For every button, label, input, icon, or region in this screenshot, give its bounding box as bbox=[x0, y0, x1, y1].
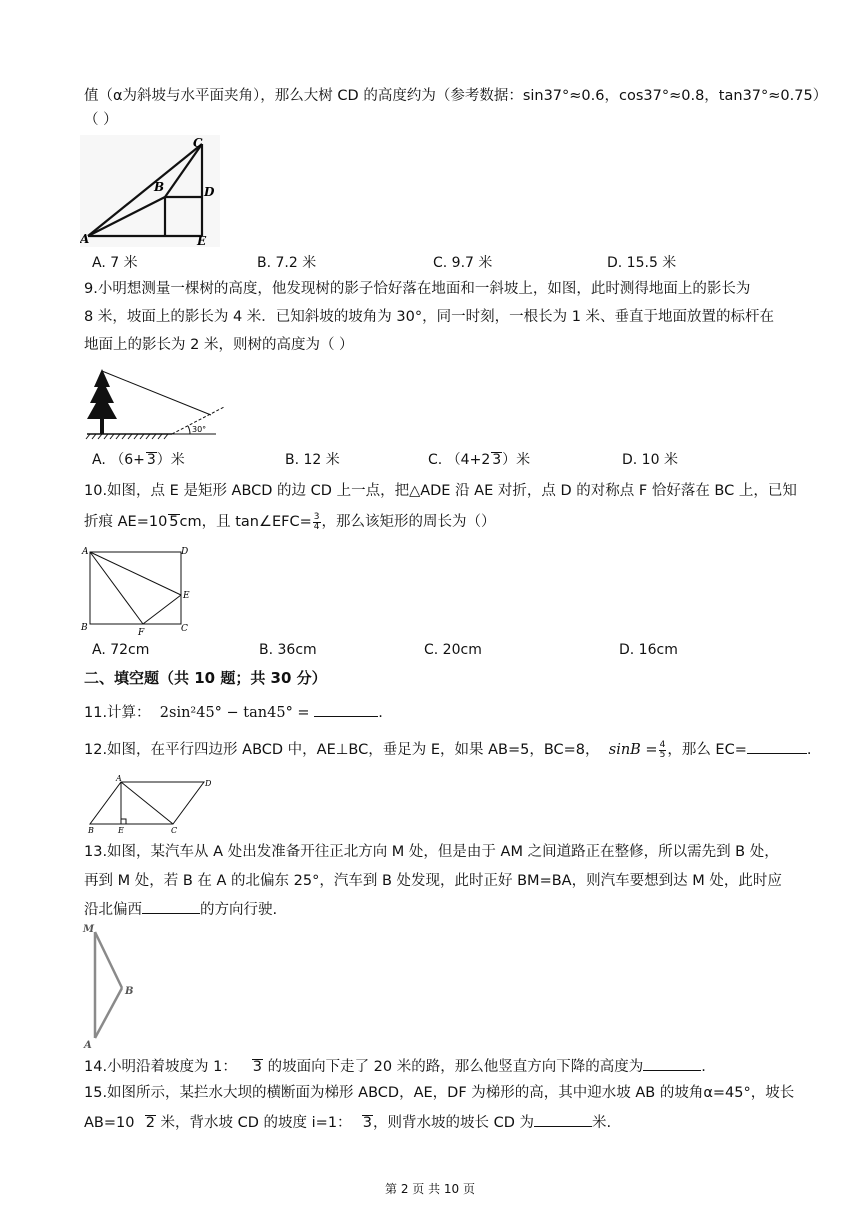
q10-label-f: F bbox=[138, 628, 145, 637]
q9-angle-label: 30° bbox=[192, 425, 207, 434]
q8-label-e: E bbox=[197, 234, 207, 247]
q13-answer-blank[interactable] bbox=[142, 899, 200, 914]
q9-text-line1: 9.小明想测量一棵树的高度，他发现树的影子恰好落在地面和一斜坡上，如图，此时测得地面上的影长为 bbox=[84, 281, 751, 297]
q8-option-c: C. 9.7 米 bbox=[433, 255, 493, 271]
q10-label-d: D bbox=[181, 547, 189, 557]
q11-text: 11.计算： 2sin²45° − tan45° = . bbox=[84, 702, 383, 723]
q9-text-line2: 8 米，坡面上的影长为 4 米．已知斜坡的坡角为 30°，同一时刻，一根长为 1 米、垂直于地面放置的标杆在 bbox=[84, 309, 775, 325]
q8-label-a: A bbox=[80, 232, 90, 246]
q11-answer-blank[interactable] bbox=[314, 702, 378, 717]
q10-text-line2: 折痕 AE=10 5cm，且 tan∠EFC= $\frac{3}{4}$ ，那么该矩形的周长为（） bbox=[84, 511, 496, 532]
q15-text-line1: 15.如图所示，某拦水大坝的横断面为梯形 ABCD，AE，DF 为梯形的高，其中迎水坡 AB 的坡角α=45°，坡长 bbox=[84, 1085, 795, 1101]
q12-answer-blank[interactable] bbox=[747, 739, 807, 754]
q9-option-d: D. 10 米 bbox=[622, 452, 678, 468]
q8-option-b: B. 7.2 米 bbox=[257, 255, 317, 271]
q9-figure bbox=[84, 365, 229, 440]
q8-label-d: D bbox=[204, 185, 215, 199]
q8-text-line1: 值（α为斜坡与水平面夹角），那么大树 CD 的高度约为（参考数据：sin37°≈0.6，cos37°≈0.8，tan37°≈0.75） bbox=[84, 88, 828, 104]
q10-figure bbox=[78, 542, 198, 637]
q13-figure bbox=[80, 920, 140, 1050]
q12-label-b: B bbox=[88, 826, 94, 834]
q15-answer-blank[interactable] bbox=[534, 1112, 592, 1127]
q12-text: 12.如图，在平行四边形 ABCD 中，AE⊥BC，垂足为 E，如果 AB=5，BC=8， sinB = $\frac{4}{5}$ ，那么 EC= . bbox=[84, 739, 812, 760]
page-footer: 第 2 页 共 10 页 bbox=[385, 1182, 475, 1196]
q13-text-line2: 再到 M 处，若 B 在 A 的北偏东 25°，汽车到 B 处发现，此时正好 BM=BA，则汽车要想到达 M 处，此时应 bbox=[84, 873, 782, 889]
q13-text-line1: 13.如图，某汽车从 A 处出发准备开往正北方向 M 处，但是由于 AM 之间道路正在整修，所以需先到 B 处， bbox=[84, 844, 779, 860]
q9-option-c: C. （4+2 3）米 bbox=[428, 452, 531, 468]
q12-label-d: D bbox=[205, 779, 212, 788]
q10-option-b: B. 36cm bbox=[259, 642, 317, 658]
q9-text-line3: 地面上的影长为 2 米，则树的高度为（ ） bbox=[84, 337, 354, 353]
q10-label-e: E bbox=[183, 591, 190, 601]
q13-label-b: B bbox=[125, 986, 134, 997]
q8-option-a: A. 7 米 bbox=[92, 255, 138, 271]
q8-label-b: B bbox=[154, 180, 165, 194]
q10-text-line1: 10.如图，点 E 是矩形 ABCD 的边 CD 上一点，把△ADE 沿 AE 对折，点 D 的对称点 F 恰好落在 BC 上，已知 bbox=[84, 483, 797, 499]
q10-option-a: A. 72cm bbox=[92, 642, 150, 658]
q12-label-c: C bbox=[171, 826, 178, 834]
section-heading-fill-in: 二、填空题（共 10 题；共 30 分） bbox=[84, 669, 327, 687]
q8-answer-paren: （ ） bbox=[84, 112, 118, 128]
q13-label-m: M bbox=[83, 924, 95, 935]
q8-figure bbox=[80, 135, 220, 247]
q8-label-c: C bbox=[193, 136, 203, 150]
q10-label-c: C bbox=[181, 624, 188, 634]
q13-label-a: A bbox=[84, 1040, 92, 1050]
q10-label-a: A bbox=[82, 547, 89, 557]
q14-answer-blank[interactable] bbox=[643, 1056, 701, 1071]
q12-label-a: A bbox=[116, 774, 122, 783]
q12-label-e: E bbox=[118, 826, 124, 834]
q14-text: 14.小明沿着坡度为 1： 3 的坡面向下走了 20 米的路，那么他竖直方向下降的高度为 . bbox=[84, 1056, 706, 1077]
q10-option-d: D. 16cm bbox=[619, 642, 678, 658]
tree-icon bbox=[87, 369, 117, 434]
q9-option-b: B. 12 米 bbox=[285, 452, 340, 468]
q13-text-line3: 沿北偏西 的方向行驶. bbox=[84, 899, 277, 920]
q15-text-line2: AB=10 2 米，背水坡 CD 的坡度 i=1： 3，则背水坡的坡长 CD 为 米. bbox=[84, 1112, 611, 1133]
q8-option-d: D. 15.5 米 bbox=[607, 255, 677, 271]
q10-label-b: B bbox=[81, 623, 88, 633]
q9-option-a: A. （6+ 3）米 bbox=[92, 452, 185, 468]
q12-figure bbox=[84, 772, 219, 834]
q10-option-c: C. 20cm bbox=[424, 642, 482, 658]
